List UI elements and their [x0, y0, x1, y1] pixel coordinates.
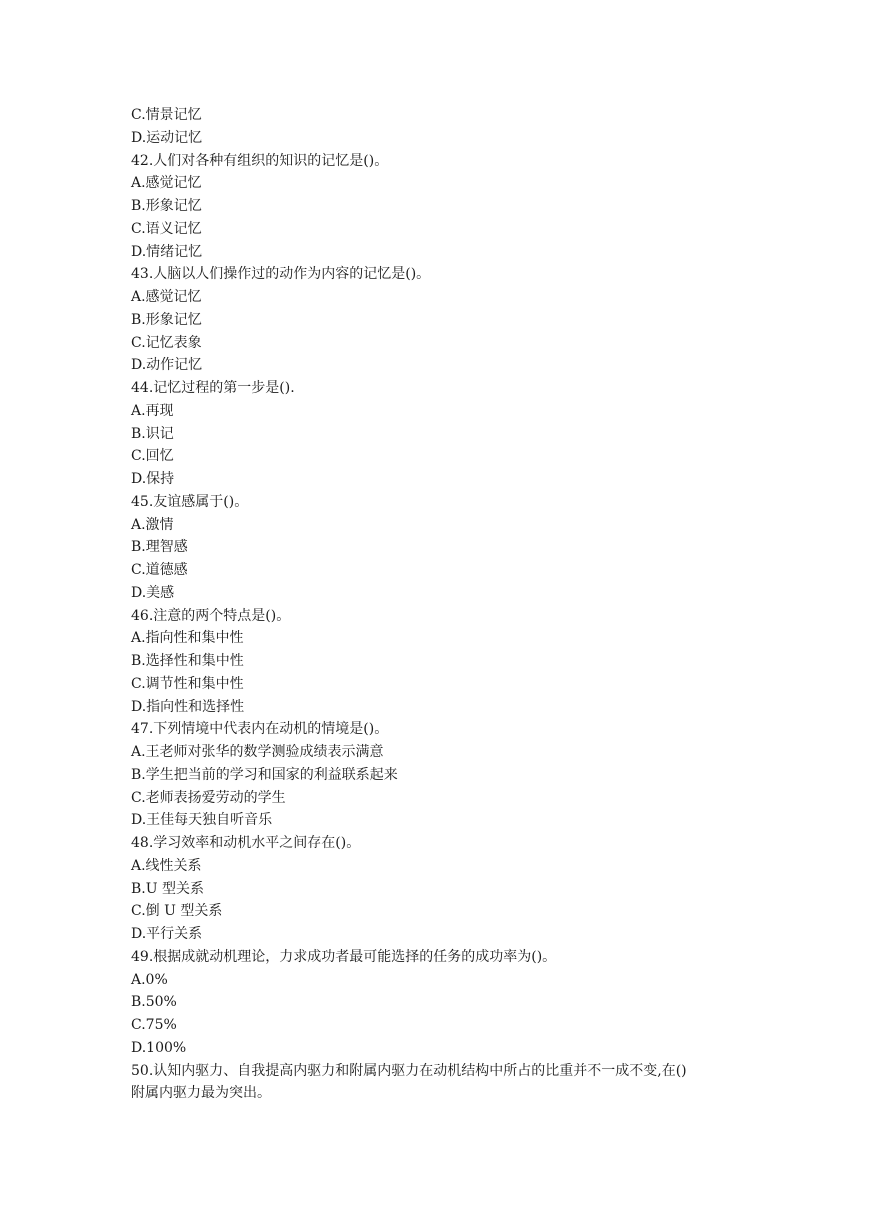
question-43: 43.人脑以人们操作过的动作为内容的记忆是()。 — [131, 266, 431, 283]
option-line: A.指向性和集中性 — [131, 630, 244, 647]
question-50: 50.认知内驱力、自我提高内驱力和附属内驱力在动机结构中所占的比重并不一成不变,在() — [131, 1062, 687, 1079]
option-line: C.道德感 — [131, 562, 188, 578]
option-line: C.语义记忆 — [131, 220, 202, 237]
option-line: C.记忆表象 — [131, 334, 202, 351]
option-line: D.平行关系 — [131, 926, 203, 942]
option-line: D.美感 — [131, 584, 175, 601]
option-line: B.识记 — [131, 425, 174, 442]
option-line: D.王佳每天独自听音乐 — [131, 812, 273, 829]
option-line: A.线性关系 — [131, 857, 202, 874]
option-line: C.老师表扬爱劳动的学生 — [131, 789, 286, 806]
option-line: D.保持 — [131, 471, 175, 487]
option-line: B.选择性和集中性 — [131, 653, 244, 669]
question-50-continued: 附属内驱力最为突出。 — [131, 1085, 271, 1102]
option-line: B.50% — [131, 994, 177, 1011]
option-line: C.倒 U 型关系 — [131, 903, 223, 920]
question-49: 49.根据成就动机理论，力求成功者最可能选择的任务的成功率为()。 — [131, 948, 557, 965]
option-line: D.情绪记忆 — [131, 243, 203, 260]
option-line: C.回忆 — [131, 448, 174, 465]
option-line: A.感觉记忆 — [131, 289, 202, 305]
question-46: 46.注意的两个特点是()。 — [131, 607, 291, 624]
question-45: 45.友谊感属于()。 — [131, 493, 249, 510]
option-line: D.100% — [131, 1039, 187, 1056]
option-line: C.调节性和集中性 — [131, 675, 244, 692]
option-line: A.王老师对张华的数学测验成绩表示满意 — [131, 744, 384, 760]
option-line: C.情景记忆 — [131, 107, 202, 123]
question-48: 48.学习效率和动机水平之间存在()。 — [131, 835, 361, 851]
question-42: 42.人们对各种有组织的知识的记忆是()。 — [131, 152, 389, 169]
option-line: C.75% — [131, 1017, 177, 1033]
option-line: A.激情 — [131, 516, 174, 533]
option-line: D.动作记忆 — [131, 357, 203, 374]
option-line: B.U 型关系 — [131, 880, 204, 897]
option-line: A.再现 — [131, 402, 174, 419]
option-line: D.指向性和选择性 — [131, 698, 245, 715]
option-line: B.形象记忆 — [131, 198, 202, 214]
option-line: D.运动记忆 — [131, 129, 203, 146]
option-line: B.学生把当前的学习和国家的利益联系起来 — [131, 766, 398, 783]
option-line: A.0% — [131, 971, 168, 988]
document-page — [131, 104, 771, 1105]
option-line: B.理智感 — [131, 539, 188, 556]
option-line: B.形象记忆 — [131, 311, 202, 328]
question-47: 47.下列情境中代表内在动机的情境是()。 — [131, 721, 389, 738]
question-44: 44.记忆过程的第一步是(). — [131, 380, 295, 396]
option-line: A.感觉记忆 — [131, 175, 202, 192]
